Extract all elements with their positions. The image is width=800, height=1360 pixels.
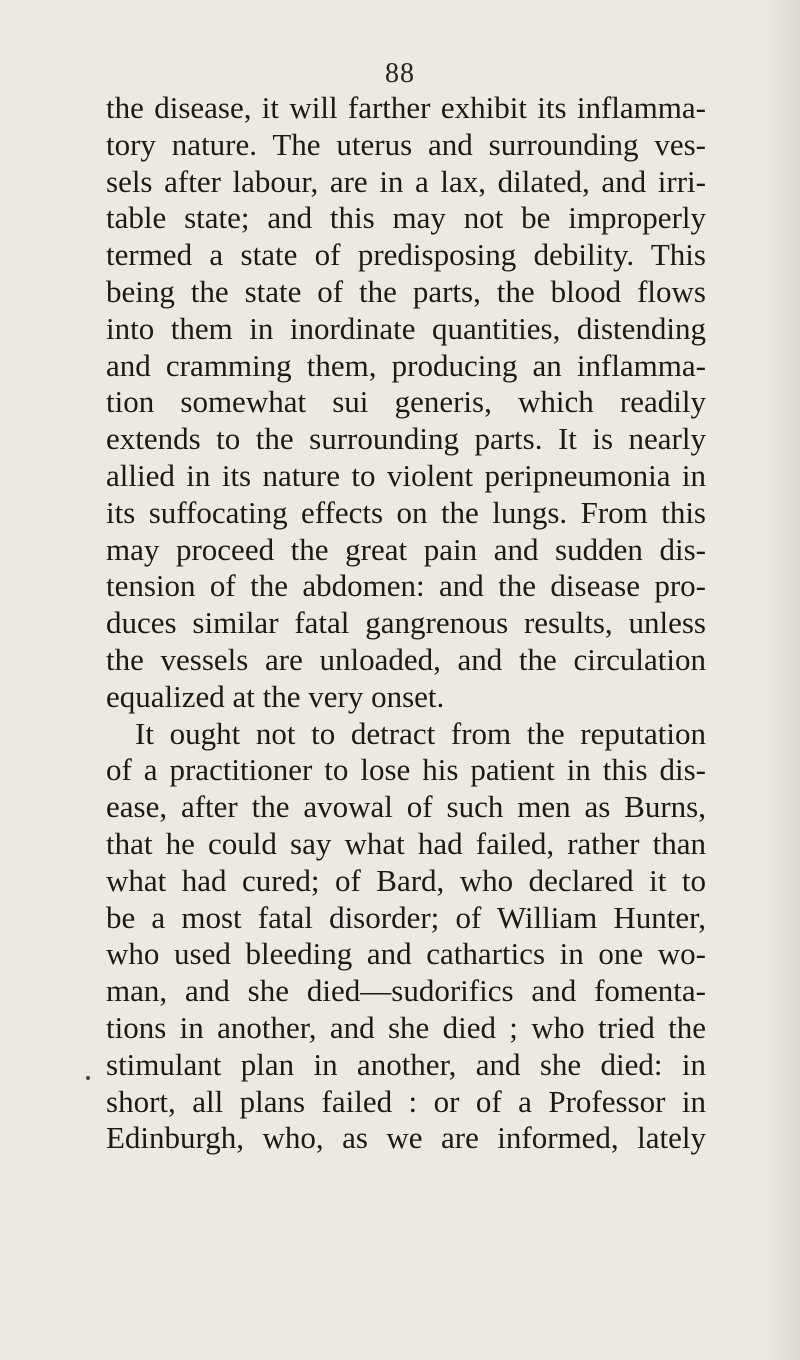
text-line: sels after labour, are in a lax, dilated, and irri- — [106, 163, 706, 199]
text-line: stimulant plan in another, and she died: in — [106, 1046, 706, 1082]
text-line: allied in its nature to violent peripneumonia in — [106, 457, 706, 493]
text-line: duces similar fatal gangrenous results, unless — [106, 605, 706, 641]
text-line: its suffocating effects on the lungs. From this — [106, 494, 706, 530]
text-line: tion somewhat sui generis, which readily — [106, 384, 706, 420]
text-line: tions in another, and she died ; who tried the — [106, 1009, 706, 1045]
text-line: the vessels are unloaded, and the circulation — [106, 641, 706, 677]
text-line: short, all plans failed : or of a Professor in — [106, 1083, 706, 1119]
text-line: and cramming them, producing an inflamma- — [106, 347, 706, 383]
text-line: ease, after the avowal of such men as Burns, — [106, 789, 706, 825]
text-line: tory nature. The uterus and surrounding ves- — [106, 126, 706, 162]
text-line: of a practitioner to lose his patient in this dis- — [106, 752, 706, 788]
text-line: tension of the abdomen: and the disease pro- — [106, 568, 706, 604]
text-line: extends to the surrounding parts. It is nearly — [106, 421, 706, 457]
text-line: man, and she died—sudorifics and fomenta- — [106, 973, 706, 1009]
text-line: may proceed the great pain and sudden dis- — [106, 531, 706, 567]
paragraph-start-line: It ought not to detract from the reputation — [135, 715, 706, 751]
page-number: 88 — [385, 58, 415, 89]
text-line: being the state of the parts, the blood flows — [106, 273, 706, 309]
text-line: Edinburgh, who, as we are informed, lately — [106, 1120, 706, 1156]
text-line: termed a state of predisposing debility. This — [106, 237, 706, 273]
text-line: into them in inordinate quantities, distending — [106, 310, 706, 346]
text-line: what had cured; of Bard, who declared it to — [106, 862, 706, 898]
body-text — [106, 90, 706, 1157]
text-line: the disease, it will farther exhibit its inflamma- — [106, 90, 706, 125]
text-line: that he could say what had failed, rather than — [106, 825, 706, 861]
text-line: table state; and this may not be improperly — [106, 200, 706, 236]
margin-mark — [86, 1076, 90, 1080]
text-line: who used bleeding and cathartics in one wo- — [106, 936, 706, 972]
text-line: be a most fatal disorder; of William Hunter, — [106, 899, 706, 935]
paragraph-end-line: equalized at the very onset. — [106, 678, 445, 714]
